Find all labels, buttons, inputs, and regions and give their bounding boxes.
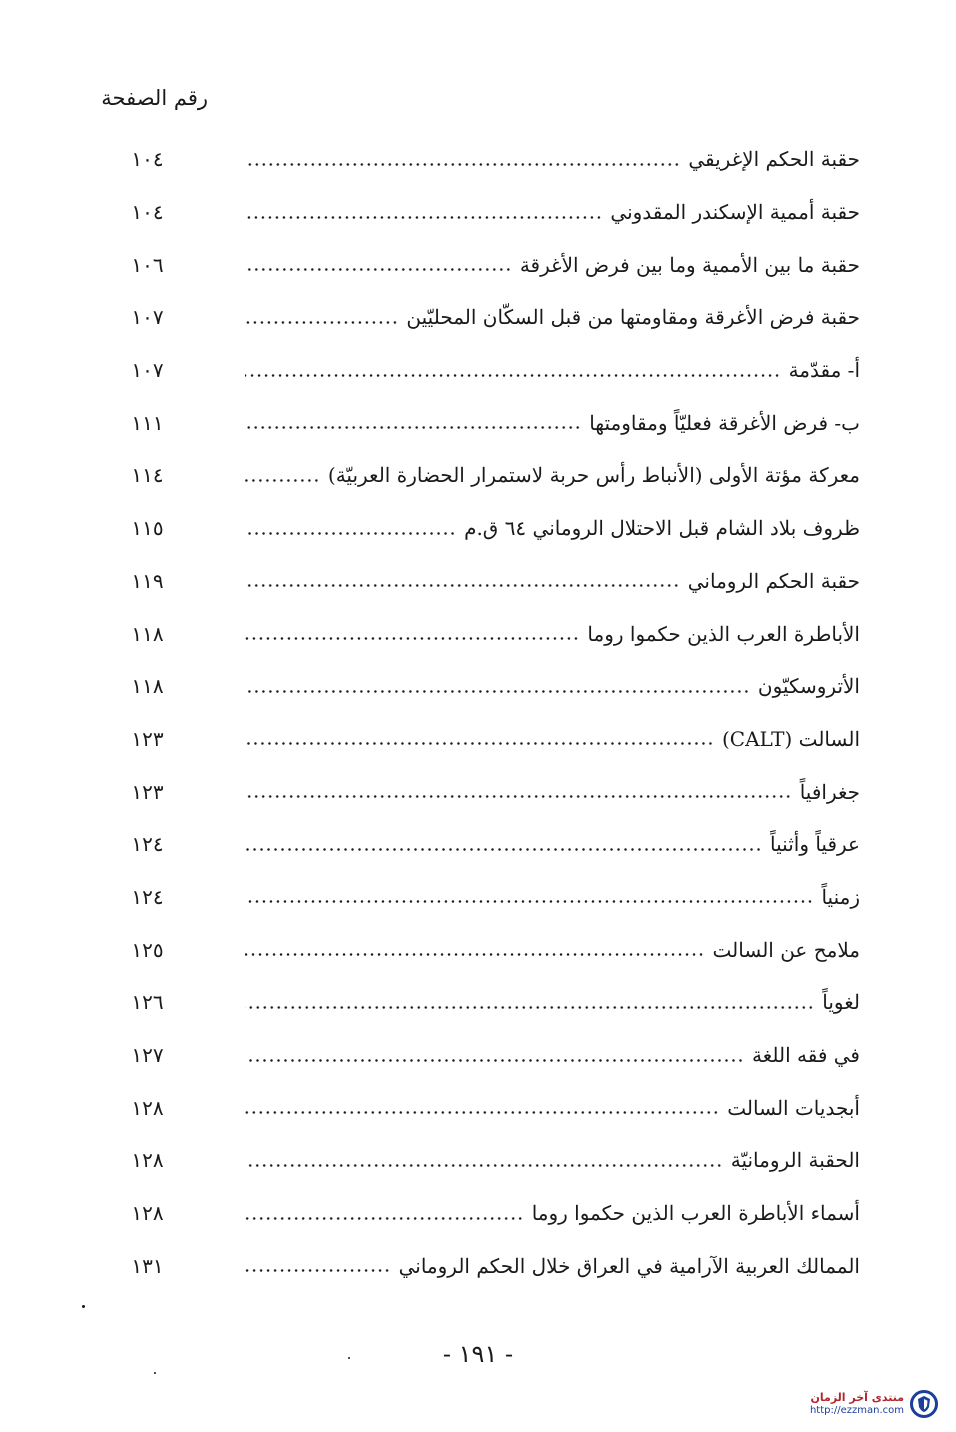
toc-title: الممالك العربية الآرامية في العراق خلال الحكم الروماني [398, 1253, 860, 1278]
toc-page-number: ١٢٨ [131, 1095, 164, 1120]
toc-page-number: ١٠٦ [131, 252, 164, 277]
toc-row [110, 660, 860, 713]
toc-page-number: ١٢٨ [131, 1148, 164, 1173]
toc-page-number: ١٢٥ [131, 937, 164, 962]
toc-page-number: ١٢٣ [131, 726, 164, 751]
toc-title: أسماء الأباطرة العرب الذين حكموا روما [531, 1201, 860, 1226]
dot-leader [245, 260, 512, 280]
dot-leader [245, 1261, 391, 1281]
dot-leader [245, 1155, 723, 1175]
toc-entry [245, 882, 860, 912]
toc-page-number: ١٢٣ [131, 779, 164, 804]
toc-page-number: ١٠٧ [131, 305, 164, 330]
toc-page-number: ١١٩ [131, 568, 164, 593]
toc-page-number: ١٢٤ [131, 832, 164, 857]
toc-entry [245, 566, 860, 596]
toc-page-number: ١٣١ [131, 1253, 164, 1278]
toc-row [110, 765, 860, 818]
toc-row [110, 291, 860, 344]
toc-title: ب- فرض الأغرقة فعليّاً ومقاومتها [589, 410, 860, 435]
toc-row [110, 449, 860, 502]
dot-leader [245, 576, 680, 596]
toc-page-number: ١١٤ [131, 463, 164, 488]
watermark-name: منتدى آخر الزمان [810, 1391, 904, 1405]
toc-entry [245, 1145, 860, 1175]
toc-row [110, 396, 860, 449]
toc-entry [245, 1093, 860, 1123]
toc-page-number: ١٠٤ [131, 200, 164, 225]
toc-page-number: ١١٨ [131, 621, 164, 646]
dot-leader [245, 470, 320, 490]
toc-entry [245, 829, 860, 859]
toc-entry [245, 1040, 860, 1070]
toc-title: حقبة فرض الأغرقة ومقاومتها من قبل السكّان المحليّين [406, 305, 860, 330]
toc-row [110, 607, 860, 660]
toc-title: الأباطرة العرب الذين حكموا روما [587, 621, 860, 646]
toc-title: السالت (CALT) [721, 726, 860, 751]
toc-row [110, 818, 860, 871]
toc-entry [245, 671, 860, 701]
toc-page-number: ١١٥ [131, 516, 164, 541]
toc-row [110, 871, 860, 924]
scan-speck [82, 1305, 85, 1308]
toc-page-number: ١٢٨ [131, 1201, 164, 1226]
toc-page-number: ١٢٧ [131, 1043, 164, 1068]
table-of-contents [110, 133, 860, 1292]
toc-row [110, 1239, 860, 1292]
toc-row [110, 344, 860, 397]
toc-row [110, 238, 860, 291]
toc-page-number: ١٠٧ [131, 358, 164, 383]
toc-title: في فقه اللغة [752, 1043, 860, 1068]
toc-page-number: ١١١ [131, 410, 164, 435]
page-number: - ١٩١ - [442, 1340, 514, 1368]
page-column-header: رقم الصفحة [101, 86, 208, 110]
toc-entry [245, 935, 860, 965]
toc-entry [245, 1198, 860, 1228]
toc-title: حقبة الحكم الروماني [687, 568, 860, 593]
toc-entry [245, 724, 860, 754]
toc-row [110, 133, 860, 186]
dot-leader [245, 1103, 719, 1123]
toc-row [110, 1081, 860, 1134]
dot-leader [245, 629, 579, 649]
toc-entry [245, 355, 860, 385]
dot-leader [245, 945, 705, 965]
toc-entry [245, 777, 860, 807]
dot-leader [245, 734, 714, 754]
dot-leader [245, 365, 781, 385]
toc-entry [245, 408, 860, 438]
toc-row [110, 976, 860, 1029]
toc-row [110, 1134, 860, 1187]
dot-leader [245, 787, 792, 807]
toc-entry [245, 197, 860, 227]
toc-title: معركة مؤتة الأولى (الأنباط رأس حربة لاستمرار الحضارة العربيّة) [327, 463, 860, 488]
dot-leader [245, 312, 398, 332]
toc-title: أبجديات السالت [727, 1095, 860, 1120]
toc-entry [245, 513, 860, 543]
dot-leader [245, 997, 814, 1017]
toc-page-number: ١٢٦ [131, 990, 164, 1015]
toc-row [110, 502, 860, 555]
dot-leader [245, 418, 581, 438]
toc-title: عرقياً وأثنياً [770, 832, 860, 857]
dot-leader [245, 207, 602, 227]
toc-entry [245, 250, 860, 280]
toc-row [110, 186, 860, 239]
toc-row [110, 923, 860, 976]
toc-title: الأتروسكيّون [757, 674, 860, 699]
forum-watermark [810, 1390, 938, 1418]
dot-leader [245, 523, 456, 543]
toc-title: زمنياً [821, 884, 860, 909]
toc-title: الحقبة الرومانيّة [730, 1148, 860, 1173]
toc-title: أ- مقدّمة [788, 358, 860, 383]
toc-title: حقبة الحكم الإغريقي [688, 147, 860, 172]
toc-page-number: ١٠٤ [131, 147, 164, 172]
toc-page-number: ١٢٤ [131, 884, 164, 909]
toc-title: حقبة ما بين الأممية وما بين فرض الأغرقة [519, 252, 860, 277]
toc-row [110, 1029, 860, 1082]
toc-row [110, 555, 860, 608]
toc-title: ظروف بلاد الشام قبل الاحتلال الروماني ٦٤ ق.م [464, 516, 860, 541]
toc-entry [245, 460, 860, 490]
dot-leader [245, 1050, 744, 1070]
toc-row [110, 713, 860, 766]
toc-title: لغوياً [822, 990, 860, 1015]
toc-entry [245, 987, 860, 1017]
dot-leader [245, 892, 813, 912]
toc-page-number: ١١٨ [131, 674, 164, 699]
scan-speck [154, 1372, 156, 1374]
toc-entry [245, 619, 860, 649]
dot-leader [245, 839, 762, 859]
toc-entry [245, 144, 860, 174]
toc-title: ملامح عن السالت [712, 937, 860, 962]
toc-title: حقبة أممية الإسكندر المقدوني [610, 200, 860, 225]
dot-leader [245, 681, 750, 701]
toc-entry [245, 1251, 860, 1281]
dot-leader [245, 1208, 524, 1228]
toc-entry [245, 302, 860, 332]
shield-logo-icon [910, 1390, 938, 1418]
watermark-url: http://ezzman.com [809, 1404, 904, 1416]
watermark-text [810, 1392, 904, 1415]
toc-row [110, 1187, 860, 1240]
dot-leader [245, 154, 680, 174]
toc-title: جغرافياً [799, 779, 860, 804]
